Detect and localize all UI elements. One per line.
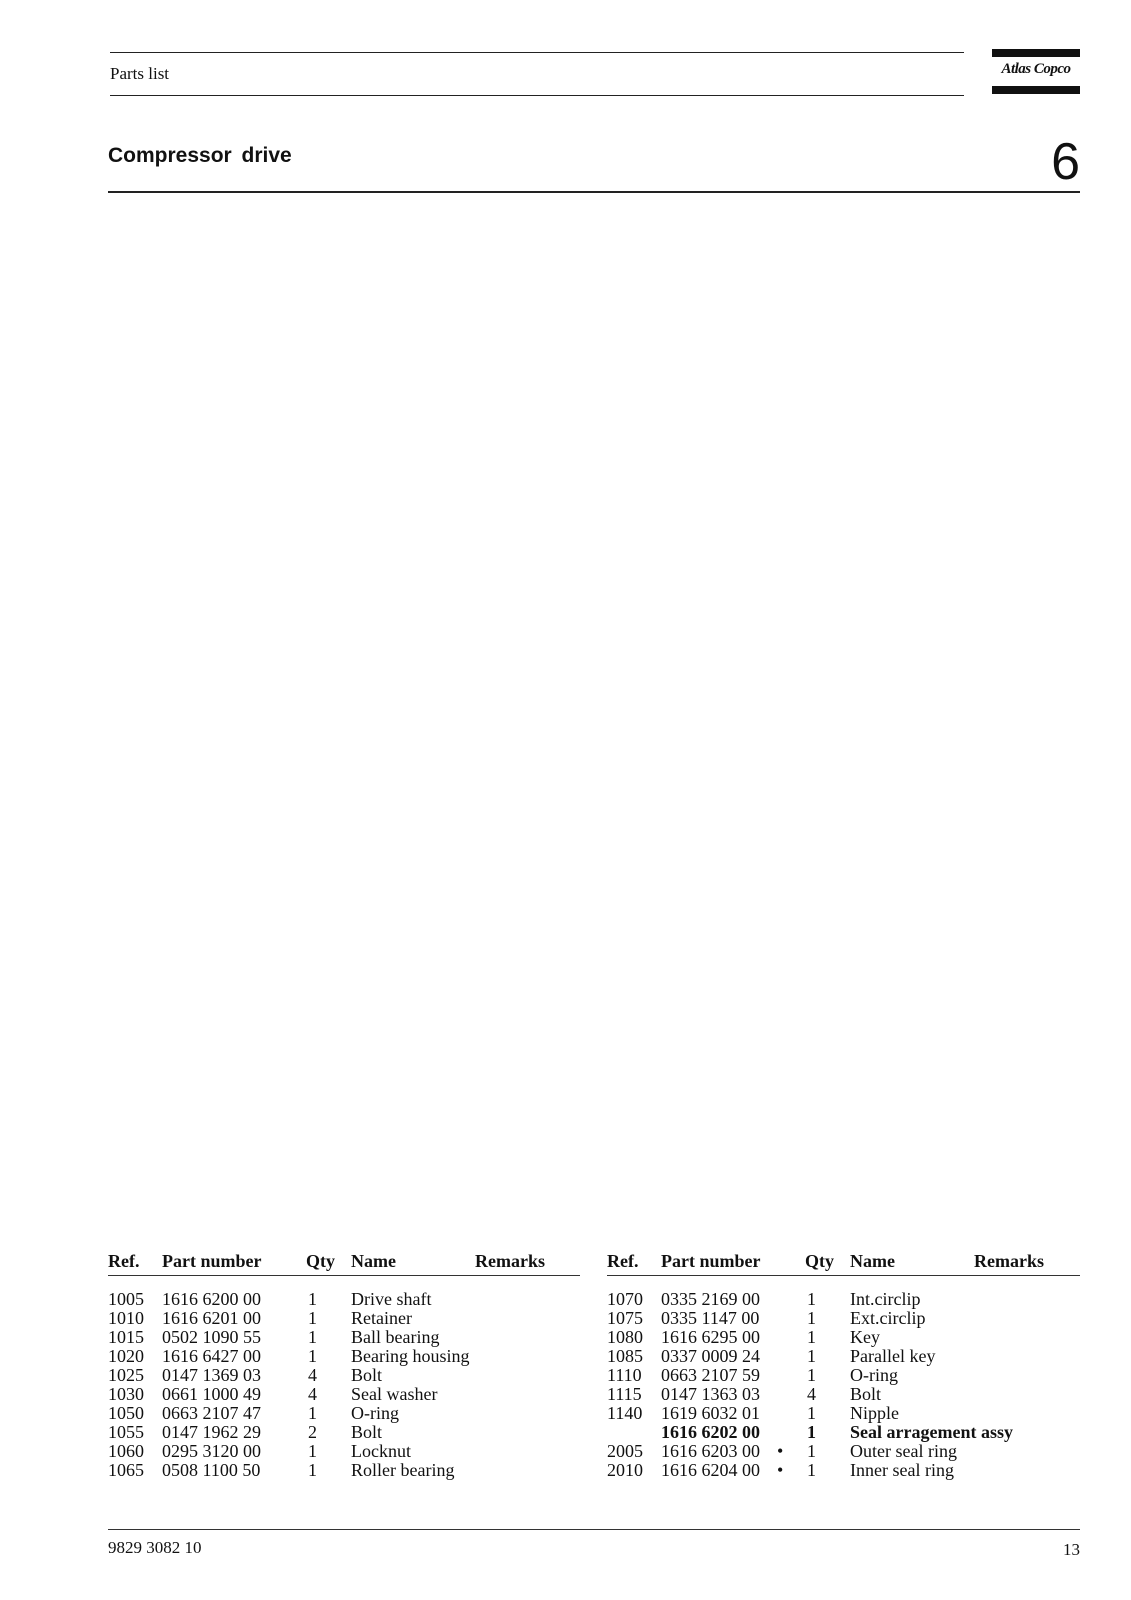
qty-cell: 1 [807,1308,816,1328]
part-number-cell: 0663 2107 47 [162,1403,261,1423]
name-cell: Drive shaft [351,1289,432,1309]
part-number-cell: 0147 1369 03 [162,1365,261,1385]
title-rule [108,191,1080,193]
qty-cell: 1 [807,1289,816,1309]
header-bottom-rule [110,95,964,96]
name-cell: Locknut [351,1441,411,1461]
qty-cell: 1 [308,1441,317,1461]
name-cell: Retainer [351,1308,412,1328]
part-number-cell: 1616 6427 00 [162,1346,261,1366]
name-cell: Seal arragement assy [850,1422,1013,1442]
name-cell: Int.circlip [850,1289,921,1309]
header-rule [108,1275,580,1276]
logo-top-bar [992,49,1080,57]
name-cell: Roller bearing [351,1460,455,1480]
name-cell: Key [850,1327,880,1347]
part-number-cell: 1616 6201 00 [162,1308,261,1328]
part-number-cell: 0335 1147 00 [661,1308,760,1328]
qty-cell: 4 [807,1384,816,1404]
col-header-remarks: Remarks [475,1251,545,1271]
col-header-ref: Ref. [108,1251,140,1271]
col-header-part-number: Part number [162,1251,262,1271]
name-cell: Outer seal ring [850,1441,957,1461]
page-number: 13 [1063,1540,1080,1559]
ref-cell: 1005 [108,1289,144,1309]
name-cell: Bolt [351,1365,383,1385]
qty-cell: 1 [807,1422,816,1442]
name-cell: Nipple [850,1403,899,1423]
col-header-part-number: Part number [661,1251,761,1271]
qty-cell: 1 [807,1403,816,1423]
col-header-name: Name [850,1251,895,1271]
part-number-cell: 1619 6032 01 [661,1403,760,1423]
logo-bottom-bar [992,86,1080,94]
part-number-cell: 1616 6203 00 [661,1441,760,1461]
doc-number: 9829 3082 10 [108,1538,202,1557]
ref-cell: 1060 [108,1441,144,1461]
name-cell: Seal washer [351,1384,438,1404]
part-number-cell: 0663 2107 59 [661,1365,760,1385]
section-label: Parts list [110,64,170,83]
ref-cell: 1075 [607,1308,643,1328]
name-cell: Bolt [850,1384,882,1404]
bullet-mark: • [777,1441,784,1461]
qty-cell: 1 [308,1403,317,1423]
name-cell: Bearing housing [351,1346,470,1366]
part-number-cell: 0661 1000 49 [162,1384,261,1404]
name-cell: Inner seal ring [850,1460,954,1480]
ref-cell: 1085 [607,1346,643,1366]
ref-cell: 1030 [108,1384,144,1404]
part-number-cell: 0147 1962 29 [162,1422,261,1442]
name-cell: Ball bearing [351,1327,440,1347]
header-rule [607,1275,1080,1276]
qty-cell: 1 [308,1346,317,1366]
qty-cell: 4 [308,1384,317,1404]
qty-cell: 1 [807,1327,816,1347]
ref-cell: 1070 [607,1289,643,1309]
ref-cell: 1115 [607,1384,642,1404]
part-number-cell: 1616 6202 00 [661,1422,760,1442]
bullet-mark: • [777,1460,784,1480]
name-cell: Ext.circlip [850,1308,926,1328]
chapter-number: 6 [1051,133,1080,191]
part-number-cell: 0508 1100 50 [162,1460,261,1480]
name-cell: O-ring [850,1365,898,1385]
part-number-cell: 0335 2169 00 [661,1289,760,1309]
ref-cell: 1010 [108,1308,144,1328]
qty-cell: 1 [308,1308,317,1328]
qty-cell: 1 [308,1460,317,1480]
ref-cell: 1025 [108,1365,144,1385]
ref-cell: 2005 [607,1441,643,1461]
ref-cell: 1015 [108,1327,144,1347]
qty-cell: 1 [807,1365,816,1385]
name-cell: O-ring [351,1403,399,1423]
part-number-cell: 1616 6200 00 [162,1289,261,1309]
col-header-qty: Qty [306,1251,335,1271]
ref-cell: 2010 [607,1460,643,1480]
col-header-remarks: Remarks [974,1251,1044,1271]
page-title: Compressor drive [108,144,292,167]
ref-cell: 1020 [108,1346,144,1366]
header-top-rule [110,52,964,53]
footer-rule [108,1529,1080,1530]
qty-cell: 1 [807,1441,816,1461]
name-cell: Parallel key [850,1346,936,1366]
qty-cell: 1 [807,1346,816,1366]
part-number-cell: 1616 6295 00 [661,1327,760,1347]
col-header-name: Name [351,1251,396,1271]
qty-cell: 4 [308,1365,317,1385]
col-header-qty: Qty [805,1251,834,1271]
part-number-cell: 1616 6204 00 [661,1460,760,1480]
part-number-cell: 0147 1363 03 [661,1384,760,1404]
brand-logo [992,49,1080,94]
qty-cell: 2 [308,1422,317,1442]
ref-cell: 1080 [607,1327,643,1347]
col-header-ref: Ref. [607,1251,639,1271]
qty-cell: 1 [308,1327,317,1347]
name-cell: Bolt [351,1422,383,1442]
ref-cell: 1055 [108,1422,144,1442]
brand-wordmark: Atlas Copco [1001,61,1071,77]
part-number-cell: 0502 1090 55 [162,1327,261,1347]
qty-cell: 1 [308,1289,317,1309]
part-number-cell: 0295 3120 00 [162,1441,261,1461]
part-number-cell: 0337 0009 24 [661,1346,760,1366]
ref-cell: 1110 [607,1365,642,1385]
ref-cell: 1050 [108,1403,144,1423]
qty-cell: 1 [807,1460,816,1480]
ref-cell: 1140 [607,1403,643,1423]
ref-cell: 1065 [108,1460,144,1480]
